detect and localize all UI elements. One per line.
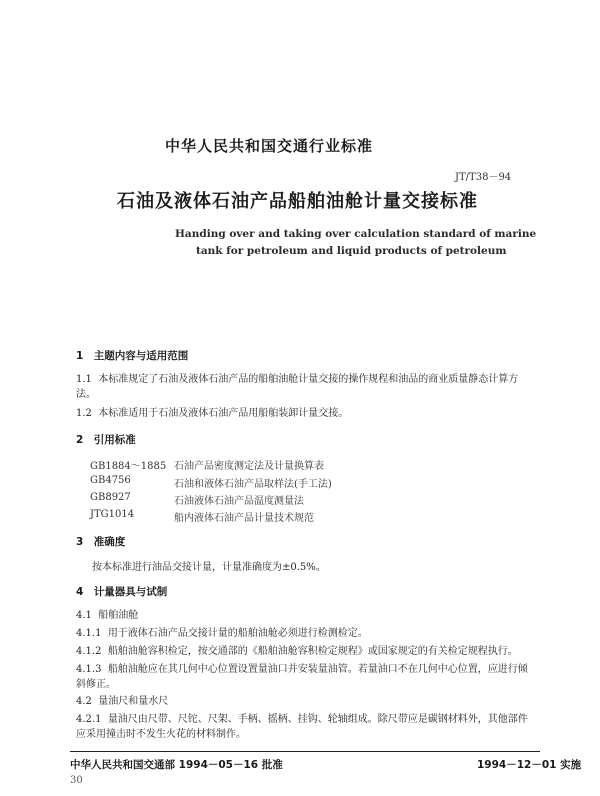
clause-number: 4.2 [76,696,92,707]
clause-number: 4.1.2 [76,646,102,657]
clause-text: 本标准适用于石油及液体石油产品用船舶装卸计量交接。 [98,408,349,419]
clause-4-2 [76,694,536,709]
section-3-body: 按本标准进行油品交接计量，计量准确度为±0.5%。 [92,562,326,573]
clause-number: 4.2.1 [76,714,102,725]
section-2-heading: 2 引用标准 [76,434,136,446]
reference-code: GB1884～1885 [90,461,167,472]
implementation-date: 1994－12－01 实施 [477,759,582,771]
section-4-heading: 4 计量器具与试制 [76,586,168,598]
reference-code: GB8927 [90,492,131,503]
reference-title: 船内液体石油产品计量技术规范 [174,513,314,524]
clause-1-2 [76,406,536,421]
clause-number: 1.1 [76,374,92,385]
title-english-line-1: Handing over and taking over calculation standard of marine [175,228,537,240]
title-chinese: 石油及液体石油产品船舶油舱计量交接标准 [117,191,478,212]
clause-number: 4.1 [76,610,92,621]
clause-text: 量油尺和量水尺 [98,696,169,707]
clause-4-1 [76,608,536,623]
reference-title: 石油液体石油产品温度测量法 [174,496,304,507]
standard-code: JT/T38－94 [455,172,512,183]
clause-4-1-3 [76,662,536,692]
clause-text: 量油尺由尺带、尺铊、尺架、手柄、摇柄、挂钩、轮轴组成。除尺带应是碳钢材料外，其他部件应采用撞击时不发生火花的材料制作。 [76,714,528,740]
reference-title: 石油和液体石油产品取样法(手工法) [174,479,332,490]
clause-4-2-1 [76,712,536,742]
clause-4-1-1 [76,626,536,641]
reference-code: JTG1014 [90,509,135,520]
reference-code: GB4756 [90,475,131,486]
clause-text: 船舶油舱容积检定，按交通部的《船舶油舱容积检定规程》或国家规定的有关检定规程执行。 [107,646,518,657]
reference-title: 石油产品密度测定法及计量换算表 [174,461,324,472]
title-english [175,226,536,260]
clause-1-1 [76,372,536,402]
section-3-heading: 3 准确度 [76,536,126,548]
page-number: 30 [70,775,83,786]
footer-divider [70,751,540,752]
clause-number: 4.1.3 [76,664,102,675]
clause-text: 船舶油舱应在其几何中心位置设置量油口并安装量油管。若量油口不在几何中心位置，应进行倾斜修正。 [76,664,528,690]
standard-category: 中华人民共和国交通行业标准 [165,137,374,155]
clause-4-1-2 [76,644,536,659]
clause-text: 用于液体石油产品交接计量的船舶油舱必须进行检测检定。 [107,628,368,639]
clause-number: 4.1.1 [76,628,102,639]
clause-text: 船舶油舱 [98,610,139,621]
approval-line: 中华人民共和国交通部 1994－05－16 批准 [70,759,283,771]
clause-number: 1.2 [76,408,92,419]
section-1-heading: 1 主题内容与适用范围 [76,350,189,362]
title-english-line-2: tank for petroleum and liquid products of petroleum [196,245,507,257]
clause-text: 本标准规定了石油及液体石油产品的船舶油舱计量交接的操作规程和油品的商业质量静态计算方法。 [76,374,519,400]
